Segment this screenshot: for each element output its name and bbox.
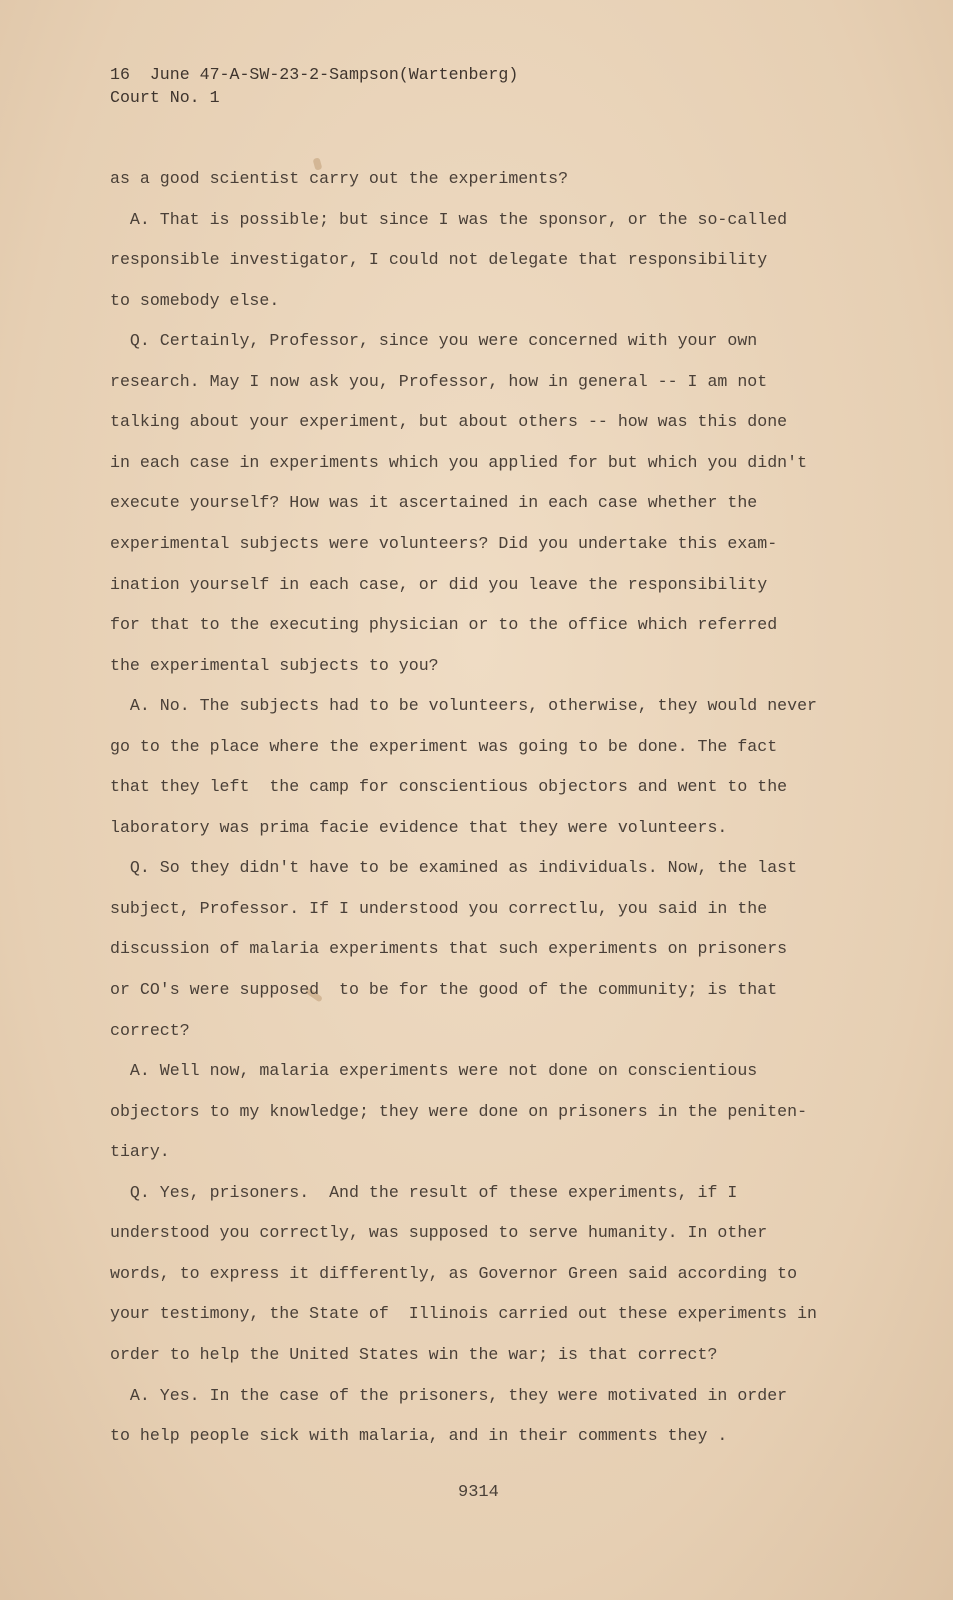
- transcript-line: for that to the executing physician or to the office which referred: [110, 615, 778, 635]
- transcript-line: go to the place where the experiment was going to be done. The fact: [110, 736, 778, 756]
- transcript-line: to somebody else.: [110, 290, 280, 310]
- transcript-line: tiary.: [110, 1142, 170, 1162]
- transcript-line: discussion of malaria experiments that such experiments on prisoners: [110, 939, 788, 959]
- page-number: 9314: [458, 1483, 499, 1502]
- transcript-line: A. Well now, malaria experiments were not done on conscientious: [110, 1061, 758, 1081]
- transcript-line: correct?: [110, 1020, 190, 1040]
- transcript-line: talking about your experiment, but about others -- how was this done: [110, 412, 788, 432]
- transcript-line: Q. Certainly, Professor, since you were concerned with your own: [110, 331, 758, 351]
- transcript-line: ination yourself in each case, or did you leave the responsibility: [110, 574, 768, 594]
- header-line-1: 16 June 47-A-SW-23-2-Sampson(Wartenberg): [110, 65, 519, 84]
- transcript-line: Q. Yes, prisoners. And the result of these experiments, if I: [110, 1182, 738, 1202]
- transcript-line: the experimental subjects to you?: [110, 655, 439, 675]
- transcript-line: that they left the camp for conscientious objectors and went to the: [110, 777, 788, 797]
- transcript-line: A. No. The subjects had to be volunteers, otherwise, they would never: [110, 696, 818, 716]
- transcript-line: A. That is possible; but since I was the sponsor, or the so-called: [110, 209, 788, 229]
- transcript-line: understood you correctly, was supposed to serve humanity. In other: [110, 1223, 768, 1243]
- transcript-line: experimental subjects were volunteers? Did you undertake this exam-: [110, 533, 778, 553]
- transcript-line: your testimony, the State of Illinois carried out these experiments in: [110, 1304, 818, 1324]
- transcript-line: objectors to my knowledge; they were done on prisoners in the peniten-: [110, 1101, 808, 1121]
- transcript-line: A. Yes. In the case of the prisoners, they were motivated in order: [110, 1385, 788, 1405]
- transcript-line: subject, Professor. If I understood you correctlu, you said in the: [110, 898, 768, 918]
- transcript-line: order to help the United States win the war; is that correct?: [110, 1344, 718, 1364]
- transcript-line: in each case in experiments which you applied for but which you didn't: [110, 452, 808, 472]
- transcript-line: research. May I now ask you, Professor, how in general -- I am not: [110, 371, 768, 391]
- transcript-line: as a good scientist carry out the experiments?: [110, 169, 569, 188]
- transcript-line: to help people sick with malaria, and in their comments they .: [110, 1426, 728, 1446]
- transcript-line: execute yourself? How was it ascertained in each case whether the: [110, 493, 758, 513]
- transcript-line: laboratory was prima facie evidence that they were volunteers.: [110, 817, 728, 837]
- transcript-line: responsible investigator, I could not delegate that responsibility: [110, 250, 768, 270]
- transcript-line: Q. So they didn't have to be examined as individuals. Now, the last: [110, 858, 798, 878]
- transcript-line: or CO's were supposed to be for the good of the community; is that: [110, 980, 778, 999]
- transcript-line: words, to express it differently, as Governor Green said according to: [110, 1263, 798, 1283]
- header-line-2: Court No. 1: [110, 88, 220, 107]
